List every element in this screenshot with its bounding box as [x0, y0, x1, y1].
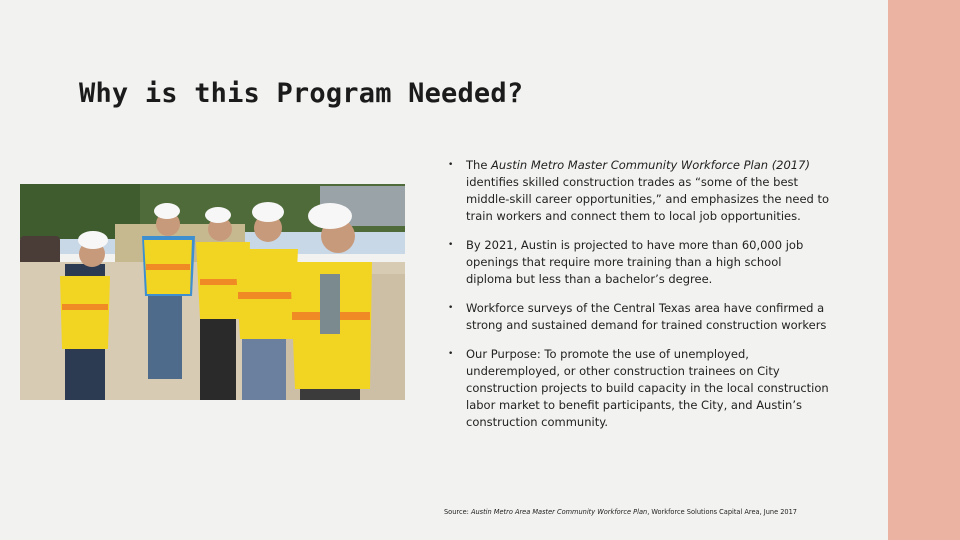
bullet-item [440, 300, 830, 334]
bullet-text: The [466, 158, 492, 172]
bullet-list [440, 157, 830, 443]
bullet-item [440, 157, 830, 225]
bullet-marker: • [448, 240, 454, 250]
bullet-item [440, 346, 830, 431]
bullet-text: identifies skilled construction trades as “some of the best middle-skill career opportunities,” and emphasizes the need to train workers and connect them to local job opportunities. [466, 175, 830, 223]
source-title: Austin Metro Area Master Community Workforce Plan [470, 508, 648, 516]
source-suffix: , Workforce Solutions Capital Area, June 2017 [647, 508, 798, 516]
slide-title: Why is this Program Needed? [79, 78, 524, 109]
bullet-marker: • [448, 160, 454, 170]
construction-workers-photo [20, 184, 405, 400]
accent-band [888, 0, 960, 540]
source-citation [444, 507, 824, 518]
bullet-text: By 2021, Austin is projected to have more than 60,000 job openings that require more training than a high school diploma but less than a bachelor’s degree. [466, 238, 804, 286]
bullet-marker: • [448, 303, 454, 313]
bullet-marker: • [448, 349, 454, 359]
source-prefix: Source: [444, 508, 471, 516]
bullet-text: Our Purpose: To promote the use of unemployed, underemployed, or other construction trainees on City construction projects to build capacity in the local construction labor market to benefit participants, the City, and Austin’s construction community. [466, 347, 829, 429]
bullet-item [440, 237, 830, 288]
plan-title: Austin Metro Master Community Workforce Plan (2017) [491, 158, 810, 172]
bullet-text: Workforce surveys of the Central Texas area have confirmed a strong and sustained demand for trained construction workers [466, 301, 827, 332]
